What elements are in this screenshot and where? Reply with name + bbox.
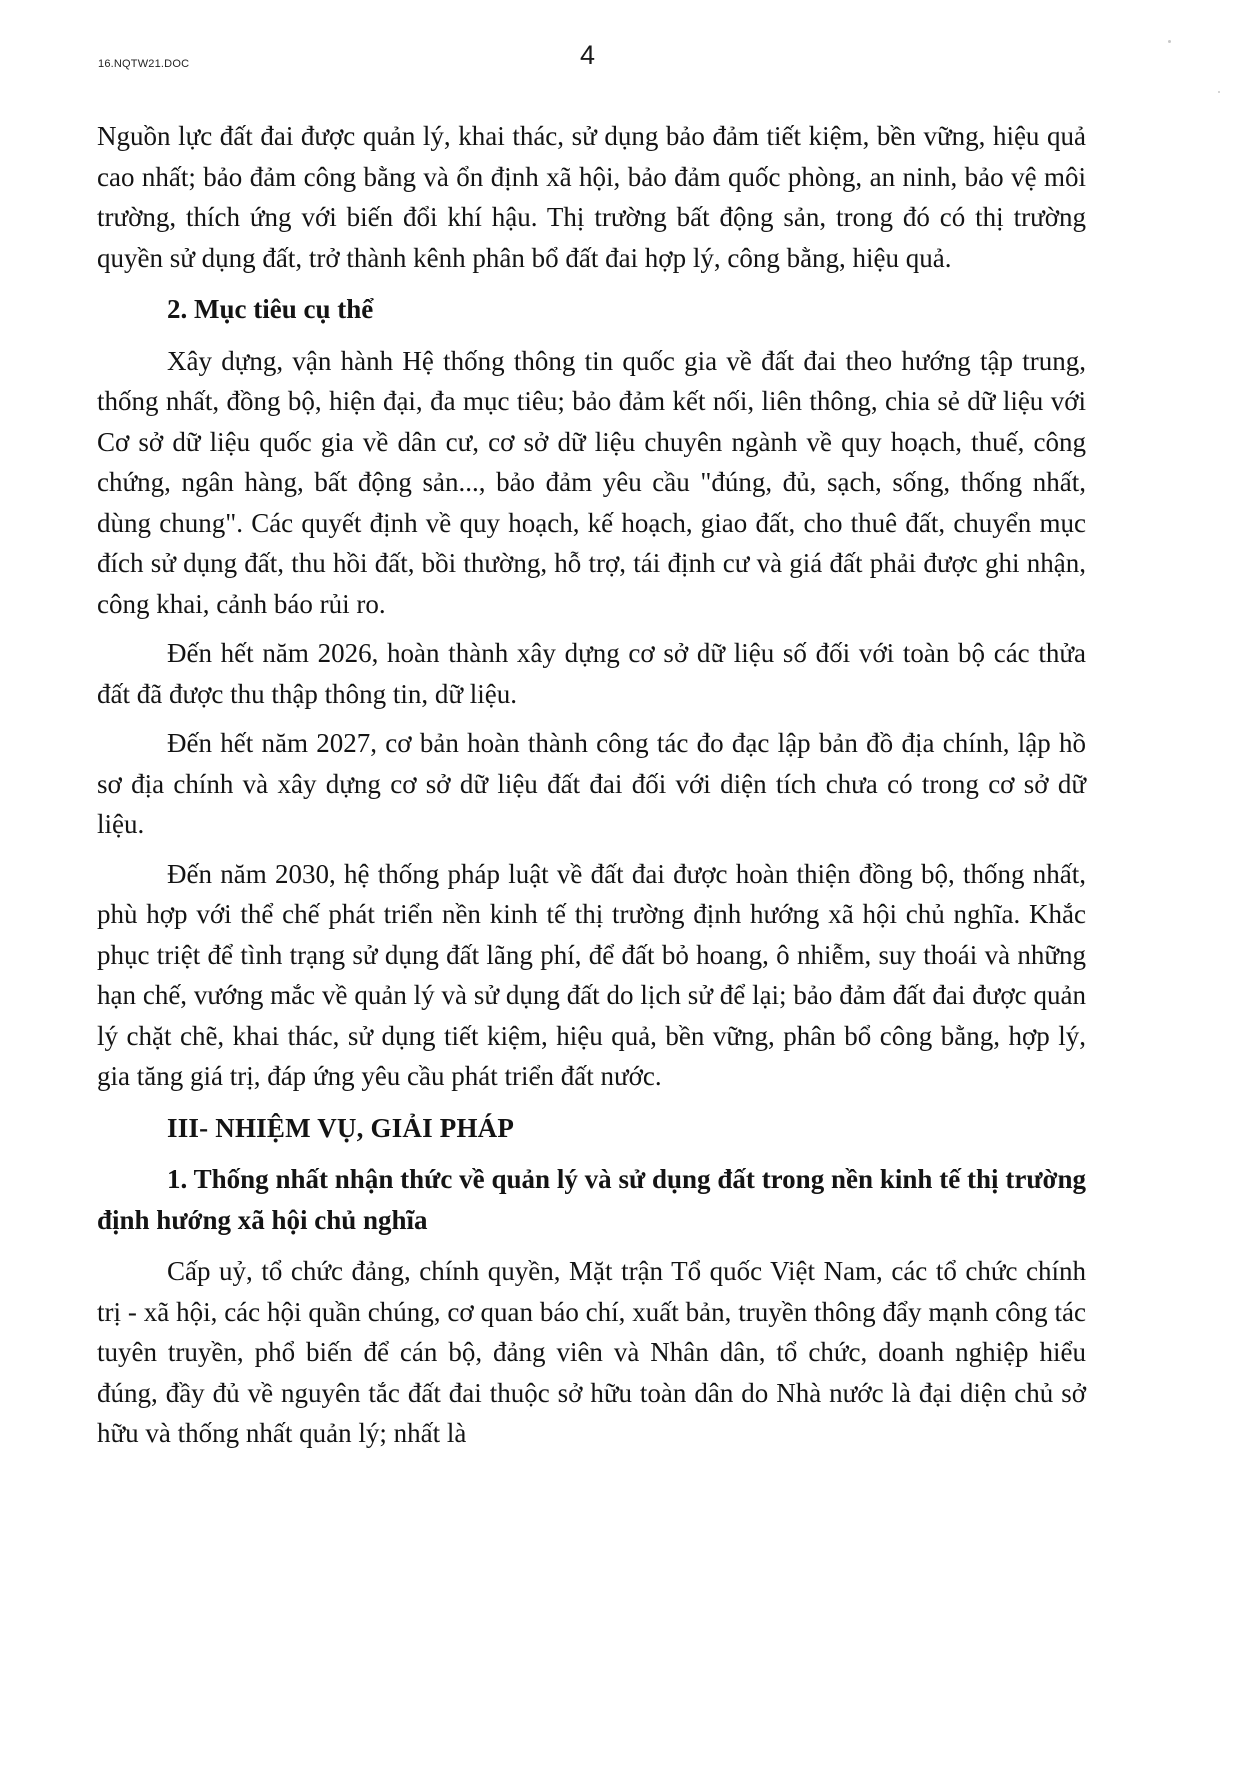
page-number: 4 [580,40,596,70]
paragraph-goal-2026: Đến hết năm 2026, hoàn thành xây dựng cơ sở dữ liệu số đối với toàn bộ các thửa đất đã được thu thập thông tin, dữ liệu. [97,638,1086,709]
section-heading-tasks-solutions: III- NHIỆM VỤ, GIẢI PHÁP [167,1112,515,1143]
file-name: 16.NQTW21.DOC [98,58,190,70]
paragraph-goal-2030: Đến năm 2030, hệ thống pháp luật về đất đai được hoàn thiện đồng bộ, thống nhất, phù hợp với thể chế phát triển nền kinh tế thị trường định hướng xã hội chủ nghĩa. Khắc phục triệt để tình trạng sử dụng đất lãng phí, để đất bỏ hoang, ô nhiễm, suy thoái và những hạn chế, vướng mắc về quản lý và sử dụng đất do lịch sử để lại; bảo đảm đất đai được quản lý chặt chẽ, khai thác, sử dụng tiết kiệm, hiệu quả, bền vững, phân bổ công bằng, hợp lý, gia tăng giá trị, đáp ứng yêu cầu phát triển đất nước. [97,858,1086,1091]
paragraph-propaganda: Cấp uỷ, tổ chức đảng, chính quyền, Mặt trận Tổ quốc Việt Nam, các tổ chức chính trị - xã hội, các hội quần chúng, cơ quan báo chí, xuất bản, truyền thông đẩy mạnh công tác tuyên truyền, phổ biến để cán bộ, đảng viên và Nhân dân, tổ chức, doanh nghiệp hiểu đúng, đầy đủ về nguyên tắc đất đai thuộc sở hữu toàn dân do Nhà nước là đại diện chủ sở hữu và thống nhất quản lý; nhất là [97,1256,1086,1448]
paragraph-information-system: Xây dựng, vận hành Hệ thống thông tin quốc gia về đất đai theo hướng tập trung, thống nhất, đồng bộ, hiện đại, đa mục tiêu; bảo đảm kết nối, liên thông, chia sẻ dữ liệu với Cơ sở dữ liệu quốc gia về dân cư, cơ sở dữ liệu chuyên ngành về quy hoạch, thuế, công chứng, ngân hàng, bất động sản..., bảo đảm yêu cầu "đúng, đủ, sạch, sống, thống nhất, dùng chung". Các quyết định về quy hoạch, kế hoạch, giao đất, cho thuê đất, chuyển mục đích sử dụng đất, thu hồi đất, bồi thường, hỗ trợ, tái định cư và giá đất phải được ghi nhận, công khai, cảnh báo rủi ro. [97,345,1086,619]
scan-speck [1218,91,1220,93]
heading-specific-objectives: 2. Mục tiêu cụ thể [167,294,374,324]
subheading-unified-awareness: 1. Thống nhất nhận thức về quản lý và sử dụng đất trong nền kinh tế thị trường định hướng xã hội chủ nghĩa [97,1164,1086,1235]
document-body [97,116,1086,1454]
paragraph-continued: Nguồn lực đất đai được quản lý, khai thác, sử dụng bảo đảm tiết kiệm, bền vững, hiệu quả cao nhất; bảo đảm công bằng và ổn định xã hội, bảo đảm quốc phòng, an ninh, bảo vệ môi trường, thích ứng với biến đổi khí hậu. Thị trường bất động sản, trong đó có thị trường quyền sử dụng đất, trở thành kênh phân bổ đất đai hợp lý, công bằng, hiệu quả. [97,121,1086,273]
paragraph-goal-2027: Đến hết năm 2027, cơ bản hoàn thành công tác đo đạc lập bản đồ địa chính, lập hồ sơ địa chính và xây dựng cơ sở dữ liệu đất đai đối với diện tích chưa có trong cơ sở dữ liệu. [97,728,1086,839]
scan-speck [1168,40,1171,43]
